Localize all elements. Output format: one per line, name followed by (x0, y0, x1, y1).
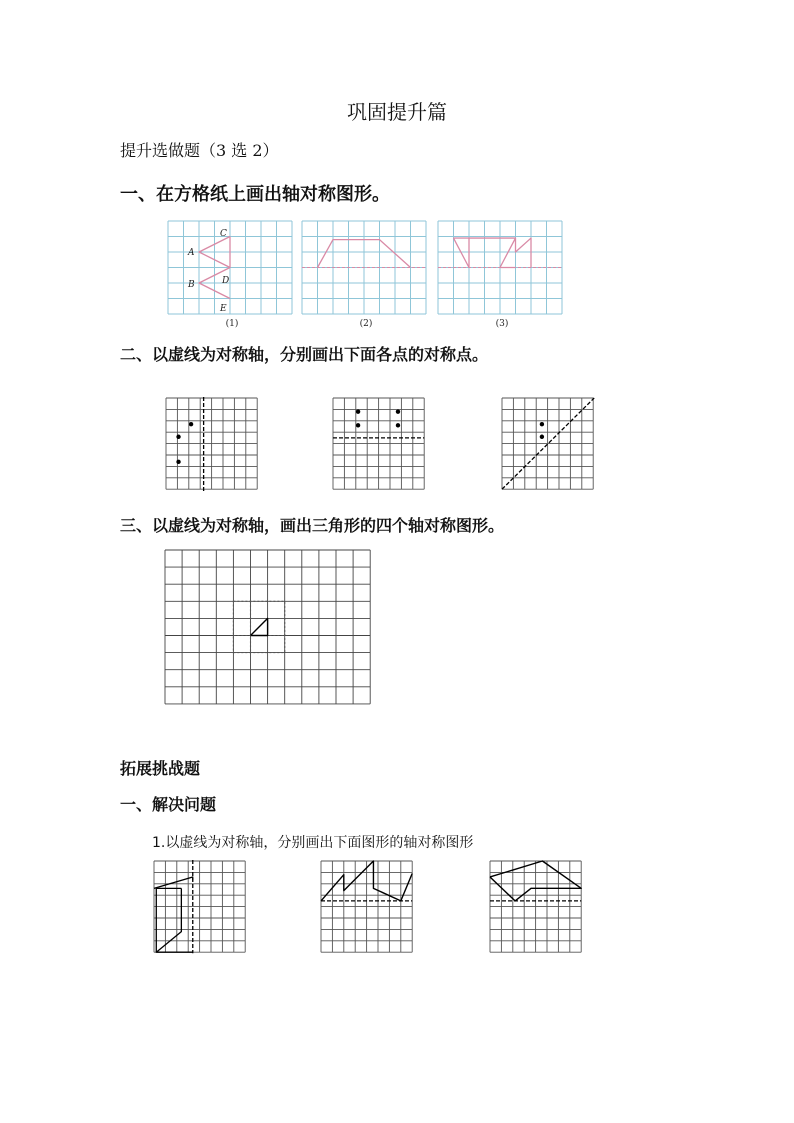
q2-figure-1 (166, 398, 258, 490)
point (176, 460, 180, 464)
point (396, 423, 400, 427)
figure-caption: (1) (225, 319, 239, 329)
q2-figure-2 (333, 398, 425, 490)
point (540, 422, 544, 426)
q1-figure-2 (302, 221, 430, 331)
q3-figure (165, 550, 371, 706)
challenge-figure-1 (154, 861, 246, 953)
grid (321, 861, 412, 952)
grid (166, 398, 257, 489)
right-stroke (516, 238, 532, 267)
point (189, 422, 193, 426)
point (396, 409, 400, 413)
triangle (251, 618, 268, 635)
challenge-figure-3 (490, 861, 582, 953)
challenge-figure-2 (321, 861, 413, 953)
section-heading-challenge: 拓展挑战题 (120, 759, 201, 778)
shape-body (156, 888, 192, 952)
question-3-text: 三、以虚线为对称轴，画出三角形的四个轴对称图形。 (120, 516, 505, 535)
challenge-subquestion-text: 1.以虚线为对称轴，分别画出下面图形的轴对称图形 (152, 835, 474, 851)
figure-caption: (3) (495, 319, 509, 329)
point (176, 435, 180, 439)
question-2-text: 二、以虚线为对称轴，分别画出下面各点的对称点。 (120, 345, 489, 364)
challenge-question-text: 一、解决问题 (120, 795, 217, 814)
grid (154, 861, 245, 952)
shape-top (154, 877, 193, 888)
grid (333, 398, 424, 489)
point-label: B (188, 280, 195, 290)
page-title: 巩固提升篇 (347, 100, 447, 124)
point-label: E (220, 304, 227, 314)
question-1-text: 一、在方格纸上画出轴对称图形。 (120, 184, 390, 205)
point (356, 409, 360, 413)
q1-figure-1 (168, 221, 296, 331)
point (540, 435, 544, 439)
point (356, 423, 360, 427)
section-heading-advanced: 提升选做题（3 选 2） (120, 141, 279, 160)
q1-figure-3 (438, 221, 566, 331)
q2-figure-3 (502, 398, 594, 490)
figure-caption: (2) (359, 319, 373, 329)
point-label: C (220, 229, 227, 239)
grid (490, 861, 581, 952)
point-label: D (222, 276, 230, 286)
point-label: A (188, 248, 195, 258)
